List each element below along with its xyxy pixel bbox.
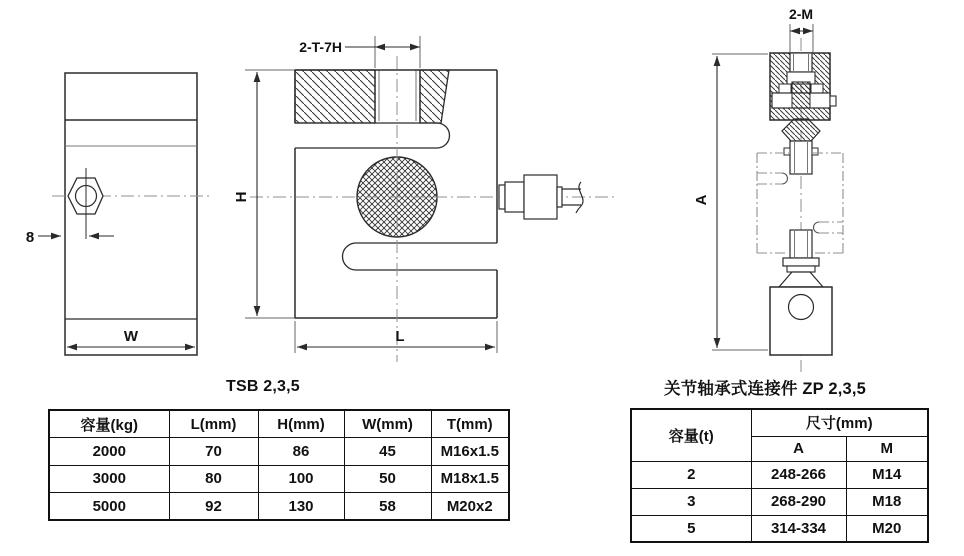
zp-dimensions-table (630, 408, 929, 543)
table-cell: 268-290 (751, 488, 846, 515)
lock-nut (783, 258, 819, 266)
table-cell: 248-266 (751, 461, 846, 488)
header-row (49, 410, 509, 438)
spherical-bearing (782, 119, 820, 141)
table-row (631, 515, 928, 542)
column-header: 尺寸(mm) (751, 409, 928, 436)
column-header: L(mm) (169, 410, 258, 438)
table-row (49, 493, 509, 521)
table-cell: M20 (846, 515, 928, 542)
rod-end-hole (789, 295, 814, 320)
dim-a-label: A (693, 194, 710, 206)
table-cell: 3000 (49, 465, 169, 493)
table-row (631, 488, 928, 515)
table-cell: M14 (846, 461, 928, 488)
table-row (49, 438, 509, 466)
table-cell: M18 (846, 488, 928, 515)
table-cell: 80 (169, 465, 258, 493)
table-cell: M18x1.5 (431, 465, 509, 493)
table-cell: 50 (344, 465, 431, 493)
column-header: H(mm) (258, 410, 344, 438)
table-cell: 58 (344, 493, 431, 521)
table-cell: 45 (344, 438, 431, 466)
table-cell: 70 (169, 438, 258, 466)
dimension-l (295, 321, 497, 353)
dim-w-label: W (123, 328, 139, 345)
table-cell: 5000 (49, 493, 169, 521)
table-cell: M16x1.5 (431, 438, 509, 466)
zp-connector-drawing (693, 6, 843, 372)
lower-stud (779, 230, 823, 287)
dim-l-label: L (395, 328, 405, 345)
table-cell: M20x2 (431, 493, 509, 521)
dim-h-label: H (233, 191, 250, 203)
upper-stud (784, 141, 818, 174)
taper-cone (779, 272, 823, 287)
front-view-drawing (233, 36, 618, 362)
dimension-h (233, 72, 257, 316)
dim-8-label: 8 (25, 229, 35, 246)
column-header: T(mm) (431, 410, 509, 438)
side-view-drawing (26, 73, 213, 355)
tsb-dimensions-table (48, 409, 510, 521)
table-cell: 100 (258, 465, 344, 493)
tsb-caption: TSB 2,3,5 (226, 378, 300, 395)
rod-end-block (770, 287, 832, 355)
column-header: 容量(t) (631, 409, 751, 461)
table-cell: 5 (631, 515, 751, 542)
column-header: M (846, 436, 928, 461)
table-cell: 2000 (49, 438, 169, 466)
column-header: A (751, 436, 846, 461)
table-cell: 130 (258, 493, 344, 521)
table-row (49, 465, 509, 493)
thread-m-label: 2-M (788, 6, 814, 22)
thread-label: 2-T-7H (299, 39, 342, 55)
top-anchor-block (770, 53, 836, 120)
table-row (631, 461, 928, 488)
table-cell: 86 (258, 438, 344, 466)
table-cell: 314-334 (751, 515, 846, 542)
table-cell: 3 (631, 488, 751, 515)
cable-gland (499, 175, 583, 219)
column-header: W(mm) (344, 410, 431, 438)
table-cell: 2 (631, 461, 751, 488)
dimension-thread (299, 36, 420, 68)
table-cell: 92 (169, 493, 258, 521)
top-beam-section (295, 70, 449, 123)
header-row (631, 409, 928, 436)
zp-caption: 关节轴承式连接件 ZP 2,3,5 (664, 380, 867, 398)
column-header: 容量(kg) (49, 410, 169, 438)
